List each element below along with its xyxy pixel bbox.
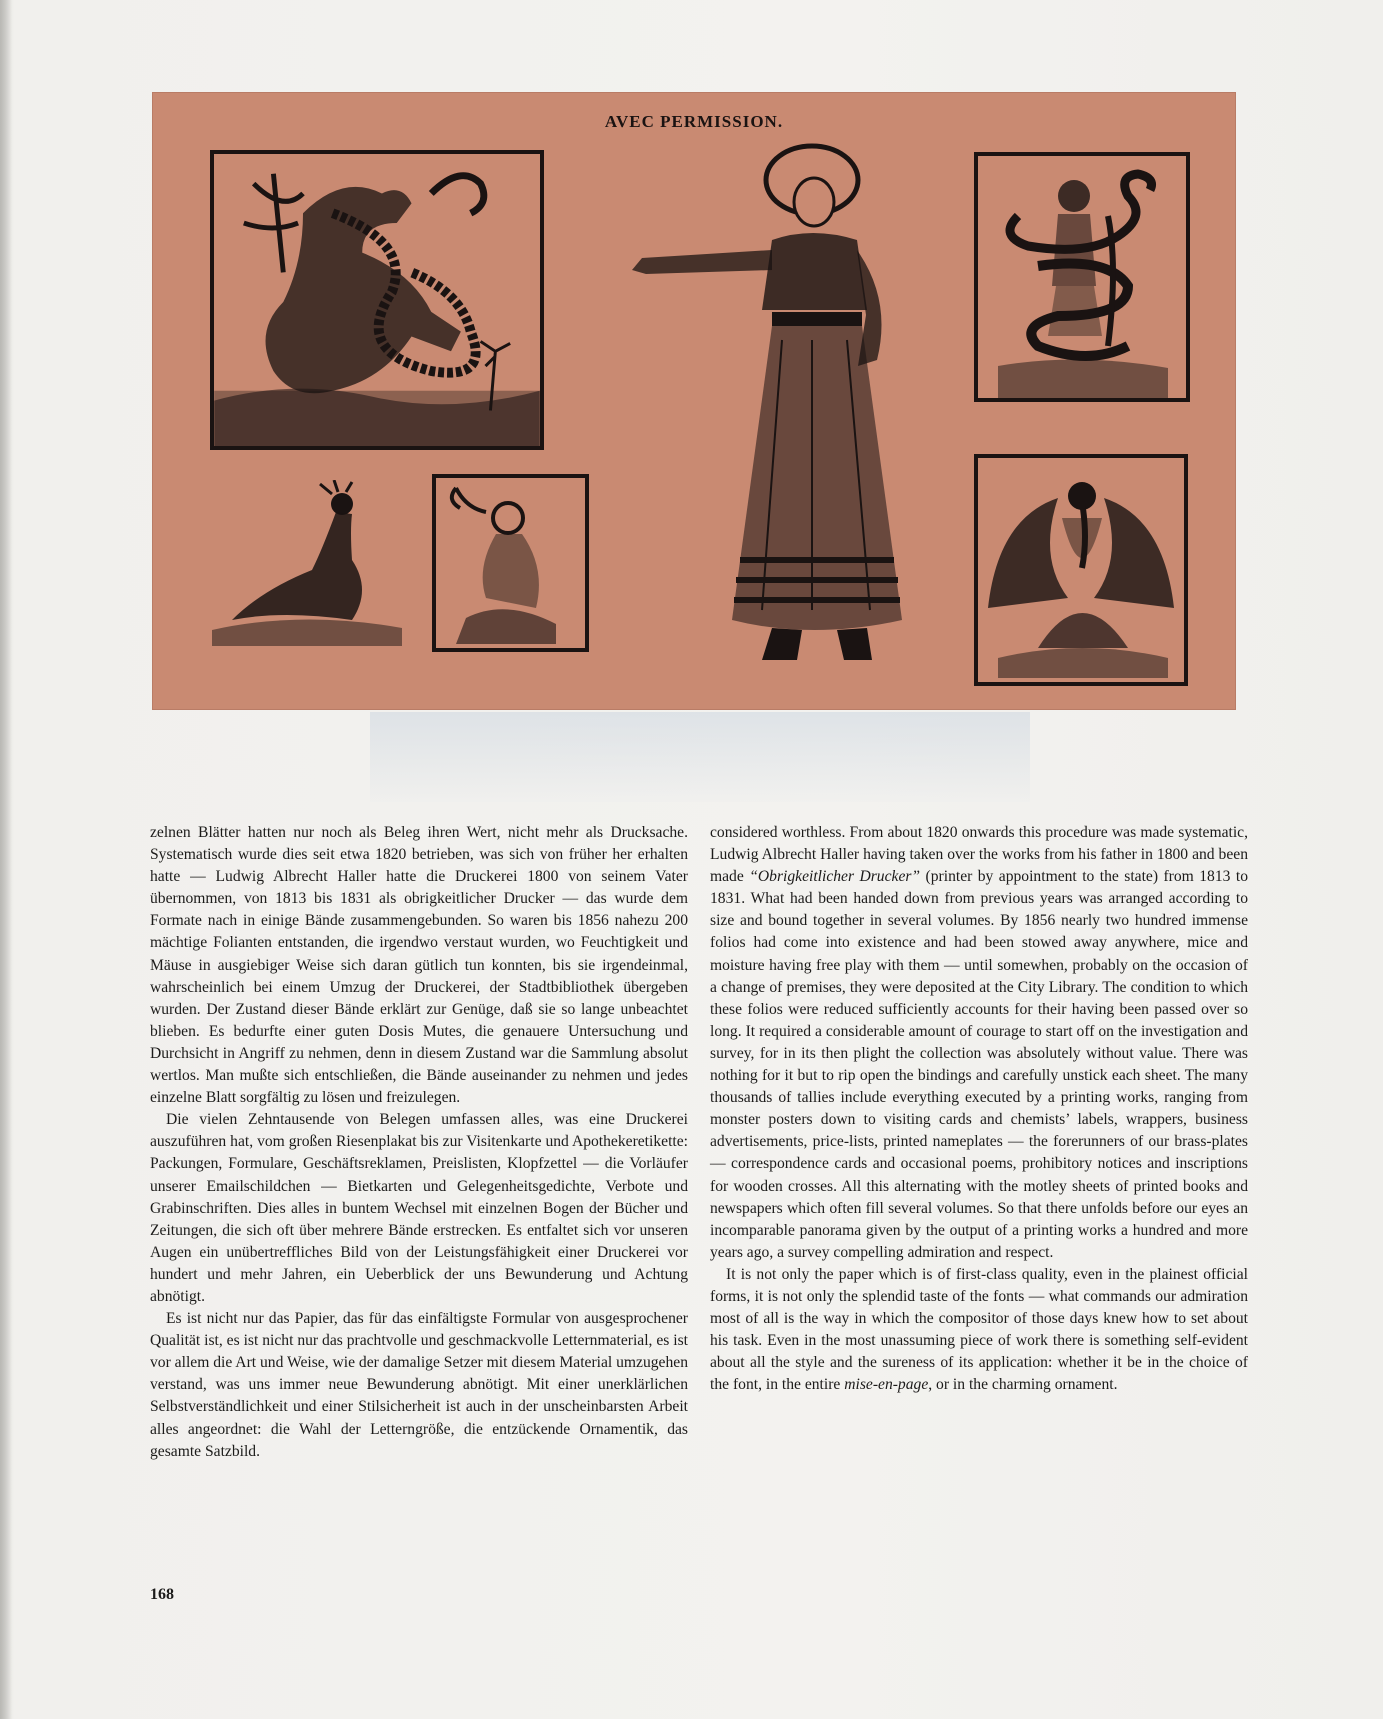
show-through-shadow xyxy=(370,712,1030,802)
serpent-horse-woodcut xyxy=(210,150,544,450)
woman-woodcut xyxy=(622,140,942,692)
german-paragraph: zelnen Blätter hatten nur noch als Beleg ihren Wert, nicht mehr als Drucksache. Systematisch wurde dies seit etwa 1820 betrieben, was sich von früher her erhalten hatte — Ludwig Albrecht Haller hatte die Druckerei 1800 von seinem Vater übernommen, von 1813 bis 1831 als obrigkeitlicher Drucker — das wurde dem Formate nach in einige Bände zusammengebunden. So waren bis 1856 nahezu 200 mächtige Folianten entstanden, die irgendwo verstaut wurden, wo Feuchtigkeit und Mäuse in ausgiebiger Weise sich daran gütlich tun konnten, bis sie irgendeinmal, wahrscheinlich bei einem Umzug der Druckerei, der Stadtbibliothek übergeben wurden. Der Zustand dieser Bände erklärt zur Genüge, daß sie so lange unbeachtet blieben. Es bedurfte einer guten Dosis Mutes, die genauere Untersuchung und Durchsicht in Angriff zu nehmen, denn in diesem Zustand war die Sammlung absolut wertlos. Man mußte sich entschließen, die Bände auseinander zu nehmen und jedes einzelne Blatt sorgfältig zu lösen und freizulegen. xyxy=(150,824,688,1107)
italic-term: mise-en-page xyxy=(844,1376,929,1394)
snake-man-woodcut xyxy=(974,152,1190,402)
woodcut-plate xyxy=(152,92,1236,710)
monkey-woodcut xyxy=(432,474,589,652)
italic-term: “Obrigkeitlicher Drucker” xyxy=(749,868,921,886)
man-coiled-by-snake-icon xyxy=(978,156,1186,398)
crested-bird-icon xyxy=(202,480,412,650)
german-column xyxy=(150,822,688,1463)
bird-woodcut xyxy=(202,480,412,650)
page-number: 168 xyxy=(150,1586,174,1603)
english-paragraph: It is not only the paper which is of first-class quality, even in the plainest official forms, it is not only the splendid taste of the fonts — what commands our admiration most of all is the way in which the compositor of those days knew how to set about his task. Even in the most unassuming piece of work there is something self-evident about all the style and the sureness of its application: whether it be in the choice of the font, in the entire mise-en-page, or in the charming ornament. xyxy=(710,1265,1248,1394)
serpent-horse-icon xyxy=(214,154,540,446)
plate-title: AVEC PERMISSION. xyxy=(604,112,784,131)
spine-shadow xyxy=(0,0,12,1719)
monkey-with-fruit-icon xyxy=(436,478,585,648)
english-paragraph: considered worthless. From about 1820 onwards this procedure was made systematic, Ludwig Albrecht Haller having taken over the works from his father in 1800 and been made “Obrigkeitlicher Drucker” (printer by appointment to the state) from 1813 to 1831. What had been handed down from previous years was arranged according to size and bound together in several volumes. By 1856 nearly two hundred immense folios had come into existence and had been stowed away anywhere, mice and moisture having free play with them — until somewhen, probably on the occasion of a change of premises, they were deposited at the City Library. The condition to which these folios were reduced sufficiently accounts for their having been passed over so long. It required a considerable amount of courage to start off on the investigation and survey, for in its then plight the collection was absolutely without value. There was nothing for it but to rip open the bindings and carefully unstick each sheet. The many thousands of tallies include everything executed by a printing works, ranging from monster posters down to visiting cards and chemists’ labels, wrappers, business advertisements, price-lists, printed nameplates — the forerunners of our brass-plates — correspondence cards and occasional poems, prohibitory notices and inscriptions for wooden crosses. All this alternating with the motley sheets of printed books and newspapers which often fill several volumes. So that there unfolds before our eyes an incomparable panorama given by the output of a printing works a hundred and more years ago, a survey compelling admiration and respect. xyxy=(710,824,1248,1261)
german-paragraph: Es ist nicht nur das Papier, das für das einfältigste Formular von ausgesprochener Qualität ist, es ist nicht nur das prachtvolle und geschmackvolle Letternmaterial, es ist vor allem die Art und Weise, wie der damalige Setzer mit diesem Material umzugehen verstand, was uns immer neue Bewunderung abnötigt. Mit einer unerklärlichen Selbstverständlichkeit und einer Stilsicherheit ist auch in der unscheinbarsten Arbeit alles angeordnet: die Wahl der Letterngröße, die entzückende Ornamentik, das gesamte Satzbild. xyxy=(150,1310,688,1460)
pelican-woodcut xyxy=(974,454,1188,686)
pelican-in-piety-icon xyxy=(978,458,1184,682)
german-paragraph: Die vielen Zehntausende von Belegen umfassen alles, was eine Druckerei auszuführen hat, vom großen Riesenplakat bis zur Visitenkarte und Apothekeretikette: Packungen, Formulare, Geschäftsreklamen, Preislisten, Klopfzettel — die Vorläufer unserer Emailschildchen — Bietkarten und Gelegenheitsgedichte, Verbote und Grabinschriften. Dies alles in buntem Wechsel mit einzelnen Bogen der Bücher und Zeitungen, die sich oft über mehrere Bände erstrecken. Es entfaltet sich vor unseren Augen ein unübertreffliches Bild von der Leistungsfähigkeit einer Druckerei vor hundert und mehr Jahren, ein Ueberblick der uns Bewunderung und Achtung abnötigt. xyxy=(150,1111,688,1305)
english-column xyxy=(710,822,1248,1396)
woman-in-bonnet-icon xyxy=(622,140,942,692)
